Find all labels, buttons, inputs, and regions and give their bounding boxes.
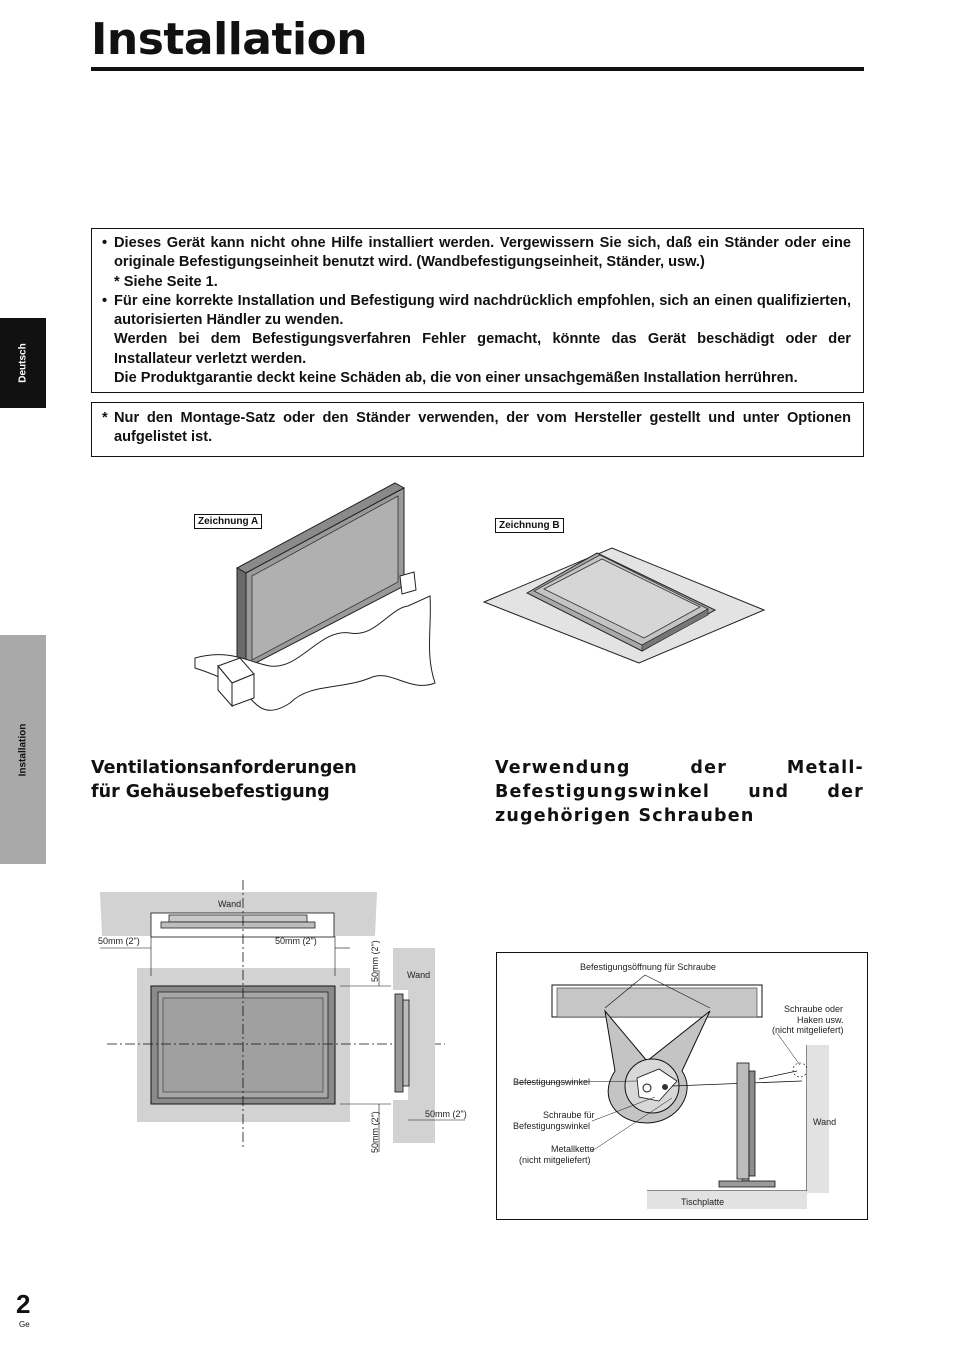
brackets-heading-line: zugehörigen Schrauben — [495, 806, 755, 826]
screw-hook-label: Haken usw. — [797, 1015, 844, 1025]
notice-text: Dieses Gerät kann nicht ohne Hilfe installiert werden. Vergewissern Sie sich, daß ein Ständer oder eine originale Befestigungseinheit benutzt wird. (Wandbefestigungseinheit, Ständer, usw.) — [114, 235, 851, 271]
screw-for-label: Befestigungswinkel — [513, 1121, 591, 1131]
display-lying-flat-illustration — [482, 515, 767, 665]
tab-installation-label: Installation — [17, 723, 29, 776]
brackets-heading — [495, 756, 864, 828]
left-gap-label: 50mm (2") — [98, 936, 140, 946]
wall-top-label: Wand — [218, 899, 242, 909]
screw-for-label: Schraube für — [543, 1110, 595, 1120]
brackets-heading-line: Befestigungswinkel und der — [495, 782, 864, 802]
page-code: Ge — [19, 1320, 30, 1329]
bullet: • — [102, 292, 108, 309]
bottom-gap-label: 50mm (2") — [370, 1111, 380, 1153]
screw-hook-label: (nicht mitgeliefert) — [772, 1025, 844, 1035]
wall-side-label: Wand — [407, 970, 431, 980]
notice-text: Werden bei dem Befestigungsverfahren Fehler gemacht, könnte das Gerät beschädigt oder der Installateur verletzt werden. — [114, 331, 851, 367]
tab-installation[interactable] — [0, 635, 46, 864]
brackets-heading-line: Verwendung der Metall- — [495, 758, 864, 778]
page-title: Installation — [91, 14, 368, 65]
bullet: • — [102, 235, 108, 251]
notice-item — [102, 234, 851, 292]
chain-label: (nicht mitgeliefert) — [519, 1155, 591, 1165]
figure-a-label: Zeichnung A — [194, 514, 262, 529]
title-rule — [91, 67, 864, 71]
table-label: Tischplatte — [681, 1197, 725, 1207]
bracket-diagram — [496, 952, 868, 1220]
note-text: Nur den Montage-Satz oder den Ständer verwenden, der vom Hersteller gestellt und unter Optionen aufgelistet ist. — [114, 410, 851, 446]
bracket-label: Befestigungswinkel — [513, 1077, 591, 1087]
ventilation-heading-line: Ventilationsanforderungen — [91, 758, 357, 778]
notice-text: Die Produktgarantie deckt keine Schäden ab, die von einer unsachgemäßen Installation herrühren. — [114, 370, 798, 387]
figure-b-label: Zeichnung B — [495, 518, 564, 533]
chain-label: Metallkette — [551, 1144, 595, 1154]
note-box — [91, 402, 864, 457]
screw-hook-label: Schraube oder — [784, 1004, 844, 1014]
ventilation-heading-line: für Gehäusebefestigung — [91, 782, 330, 802]
tab-deutsch-label: Deutsch — [17, 343, 29, 383]
notice-box — [91, 228, 864, 393]
page-number: 2 — [16, 1289, 31, 1319]
note-item — [102, 409, 851, 448]
wall-label: Wand — [813, 1117, 837, 1127]
hole-label: Befestigungsöffnung für Schraube — [580, 962, 716, 972]
top-gap-label: 50mm (2") — [370, 940, 380, 982]
notice-text: * Siehe Seite 1. — [114, 273, 218, 290]
right-gap-label: 50mm (2") — [275, 936, 317, 946]
side-gap-label: 50mm (2") — [425, 1109, 467, 1119]
tab-deutsch[interactable] — [0, 318, 46, 408]
figure-b — [482, 515, 767, 665]
notice-item — [102, 292, 851, 388]
ventilation-heading — [91, 756, 421, 804]
asterisk: * — [102, 410, 108, 426]
ventilation-diagram — [95, 880, 467, 1155]
notice-text: Für eine korrekte Installation und Befestigung wird nachdrücklich empfohlen, sich an einen qualifizierten, autorisierten Händler zu wenden. — [114, 292, 851, 329]
figure-a — [190, 478, 450, 723]
